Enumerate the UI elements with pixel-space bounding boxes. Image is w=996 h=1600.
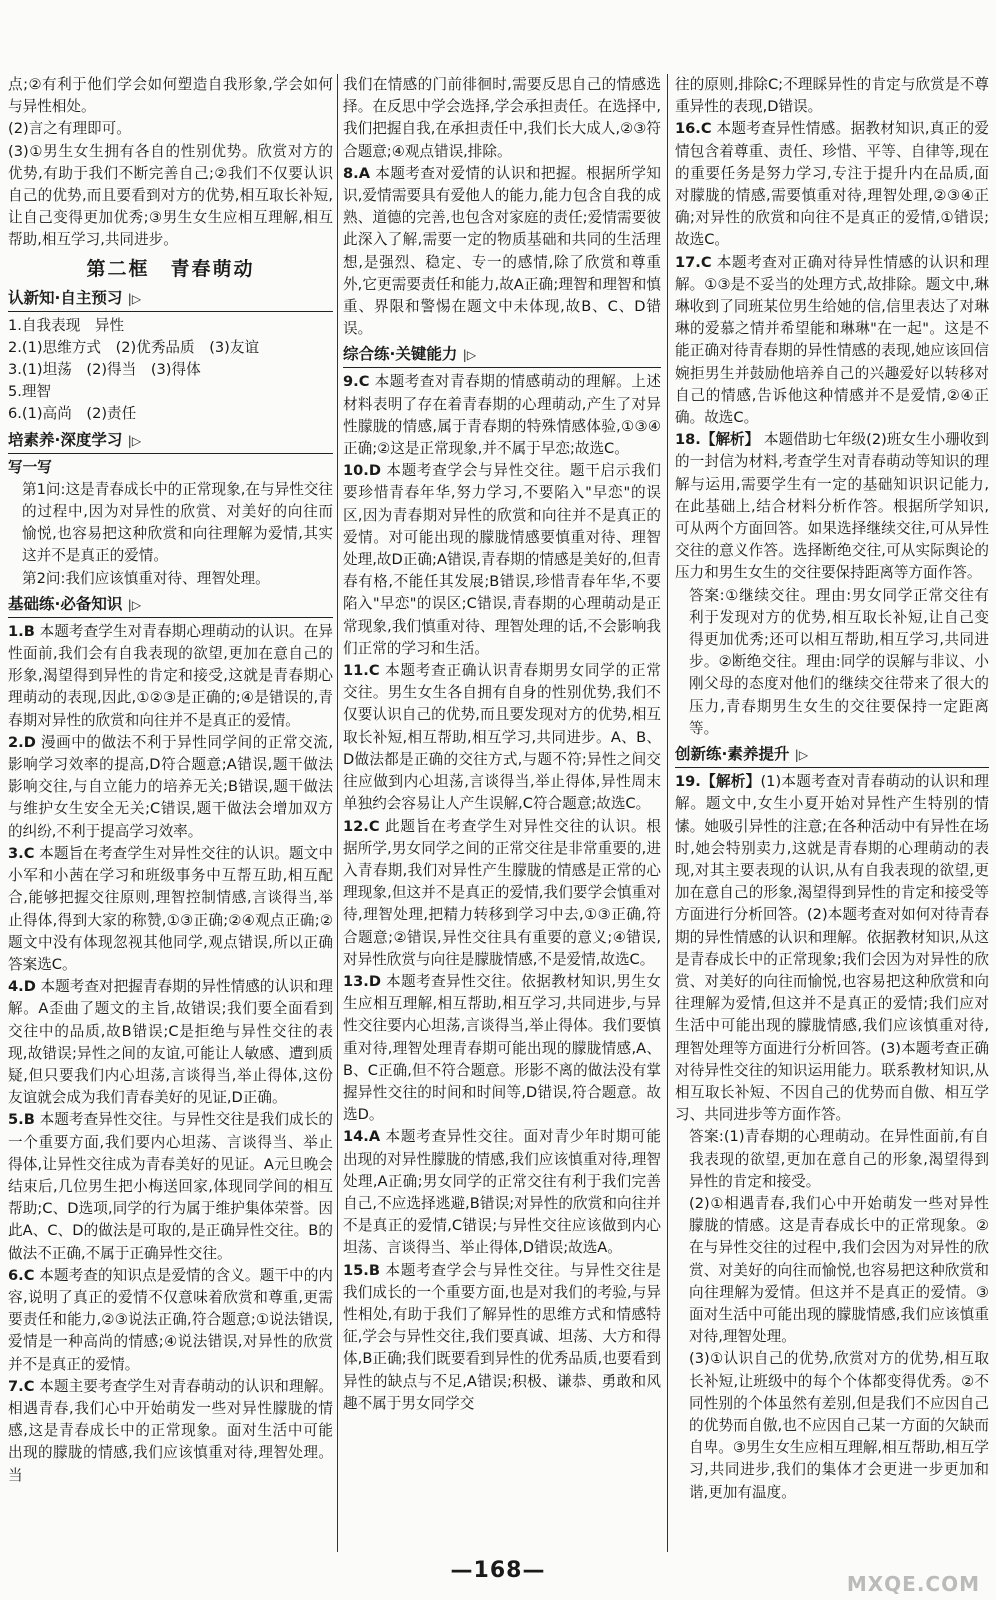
answer-item — [675, 252, 989, 430]
answer-number: 1.B — [8, 622, 35, 640]
answer-text: 本题考查学会与异性交往。与异性交往是我们成长的一个重要方面,也是对我们的考验,与异性相处,有助于我们了解异性的思维方式和情感特征,学会与异性交往,我们要真诚、坦荡、大方和得体,B正确;我们既要看到异性的优秀品质,也要看到异性的缺点与不足,A错误;积极、谦恭、勇敢和风趣不属于男女同学交 — [343, 1261, 661, 1412]
answer-text: 本题考查对青春期的情感萌动的理解。上述材料表明了存在着青春期的心理萌动,产生了对异性朦胧的情感,属于青春期的特殊情感体验,①③④正确;②这是正常现象,并不属于早恋;故选C。 — [343, 373, 661, 458]
preview-item: 5.理智 — [8, 383, 52, 401]
answer-number: 8.A — [343, 164, 370, 182]
answer-item — [343, 816, 661, 971]
left-column — [8, 74, 333, 1564]
answer-text: 本题主要考查学生对青春萌动的认识和理解。相遇青春,我们心中开始萌发一些对异性朦胧的情感,这是青春成长中的正常现象。面对生活中可能出现的朦胧的情感,我们应该慎重对待,理智处理。当 — [8, 1377, 333, 1484]
answer-18: 答案:①继续交往。理由:男女同学正常交往有利于发现对方的优势,相互取长补短,让自己变得更加优秀;还可以相互帮助,相互学习,共同进步。②断绝交往。理由:同学的误解与非议、小刚父母的态度对他们的继续交往带来了很大的压力,青春期男生女生的交往要保持一定距离等。 — [689, 586, 989, 737]
write-item: 第2问:我们应该慎重对待、理智处理。 — [22, 569, 270, 587]
answer-number: 16.C — [675, 120, 712, 138]
answer-number: 17.C — [675, 253, 712, 271]
answer-number: 10.D — [343, 462, 381, 480]
answer-19-part: (3)①认识自己的优势,欣赏对方的优势,相互取长补短,让班级中的每个个体都变得优秀。②不同性别的个体虽然有差别,但是我们不应因自己的优势而自傲,也不应因自己某一方面的欠缺而自卑。③男生女生应相互理解,相互帮助,相互学习,共同进步,我们的集体才会更进一步更加和谐,更加有温度。 — [689, 1350, 989, 1501]
section-header-basic: 基础练·必备知识 |▷ — [8, 592, 333, 618]
answer-item — [343, 1260, 661, 1415]
preview-item: 1.自我表现 异性 — [8, 316, 125, 334]
page-number: —168— — [450, 1558, 546, 1583]
answer-number: 12.C — [343, 817, 380, 835]
preview-item: 3.(1)坦荡 (2)得当 (3)得体 — [8, 361, 201, 379]
answer-item — [8, 976, 333, 1109]
answer-item — [675, 429, 989, 584]
watermark-logo: MXQE.COM — [846, 1572, 980, 1596]
answer-text: 本题考查对把握青春期的异性情感的认识和理解。A歪曲了题文的主旨,故错误;我们要全面看到交往中的品质,故B错误;C是拒绝与异性交往的表现,故错误;异性之间的友谊,可能让人敏感、遭到质疑,但只要我们内心坦荡,言谈得当,举止得体,这份友谊就会成为我们青春美好的见证,D正确。 — [8, 978, 333, 1107]
answer-item — [8, 732, 333, 843]
answer-number: 9.C — [343, 373, 370, 391]
answer-item — [8, 621, 333, 732]
frame-title: 第二框 青春萌动 — [86, 257, 255, 280]
answer-text: 本题考查学会与异性交往。题干启示我们要珍惜青春年华,努力学习,不要陷入"早恋"的误区,因为青春期对异性的欣赏和向往并不是真正的爱情。对可能出现的朦胧情感要慎重对待、理智处理,故D正确;A错误,青春期的情感是美好的,但青春有格,不能任其发展;B错误,珍惜青春年华,不要陷入"早恋"的误区;C错误,青春期的心理萌动是正常现象,我们慎重对待、理智处理的话,不会影响我们正常的学习和生活。 — [343, 462, 661, 657]
preview-item: 6.(1)高尚 (2)责任 — [8, 405, 137, 423]
answer-item — [343, 371, 661, 460]
answer-item — [8, 1265, 333, 1376]
write-label: 写一写 — [8, 458, 52, 476]
answer-item — [675, 118, 989, 251]
answer-item — [8, 1376, 333, 1487]
answer-text: 本题考查学生对青春期心理萌动的认识。在异性面前,我们会有自我表现的欲望,更加在意自己的形象,渴望得到异性的肯定和接受,这就是青春期心理萌动的表现,因此,①②③是正确的;④是错误的,青春期对异性的欣赏和向往并不是真正的爱情。 — [8, 622, 333, 729]
answer-text: 本题考查异性交往。面对青少年时期可能出现的对异性朦胧的情感,我们应该慎重对待,理智处理,A正确;男女同学的正常交往有利于我们完善自己,不应选择逃避,B错误;对异性的欣赏和向往并不是真正的爱情,C错误;与异性交往应该做到内心坦荡、言谈得当、举止得体,D错误;故选A。 — [343, 1128, 661, 1257]
answer-text: 本题考查对正确对待异性情感的认识和理解。①③是不妥当的处理方式,故排除。题文中,琳琳收到了同班某位男生给她的信,信里表达了对琳琳的爱慕之情并希望能和琳琳"在一起"。这是不能正确对待青春期的异性情感的表现,她应该回信婉拒男生并鼓励他培养自己的兴趣爱好以转移对自己的情感,告诉他这种情感并不是爱情,②④正确。故选C。 — [675, 253, 989, 427]
write-item: 第1问:这是青春成长中的正常现象,在与异性交往的过程中,因为对异性的欣赏、对美好的向往而愉悦,也容易把这种欣赏和向往理解为爱情,其实这并不是真正的爱情。 — [22, 480, 333, 565]
answer-text: 漫画中的做法不利于异性同学间的正常交流,影响学习效率的提高,D符合题意;A错误,题干做法影响交往,与自立能力的培养无关;B错误,题干做法与维护女生安全无关;C错误,题干做法会增加双方的纠纷,不利于提高学习效率。 — [8, 733, 333, 840]
continued-text: 我们在情感的门前徘徊时,需要反思自己的情感选择。在反思中学会选择,学会承担责任。在选择中,我们把握自我,在承担责任中,我们长大成人,②③符合题意;④观点错误,排除。 — [343, 76, 661, 160]
answer-number: 5.B — [8, 1111, 35, 1129]
answer-number: 3.C — [8, 844, 35, 862]
answer-number: 6.C — [8, 1266, 35, 1284]
answer-text: 此题旨在考查学生对异性交往的认识。根据所学,男女同学之间的正常交往是非常重要的,进入青春期,我们对异性产生朦胧的情感是正常的心理现象,但这并不是真正的爱情,我们要学会慎重对待,理智处理,把精力转移到学习中去,①③正确,符合题意;②错误,异性交往具有重要的意义;④错误,对异性欣赏与向往是朦胧情感,不是爱情,故选C。 — [343, 817, 661, 968]
answer-text: 本题考查异性交往。与异性交往是我们成长的一个重要方面,我们要内心坦荡、言谈得当、举止得体,让异性交往成为青春美好的见证。A元旦晚会结束后,几位男生把小梅送回家,体现同学间的相互帮助;C、D选项,同学的行为属于维护集体荣誉。因此A、C、D的做法是可取的,是正确异性交往。B的做法不正确,不属于正确异性交往。 — [8, 1111, 333, 1262]
answer-item — [343, 163, 661, 341]
section-header-deep: 培素养·深度学习 |▷ — [8, 428, 333, 454]
intro-paragraph: (2)言之有理即可。 — [8, 120, 131, 138]
answer-text: 本题考查异性交往。依据教材知识,男生女生应相互理解,相互帮助,相互学习,共同进步,与异性交往要内心坦荡,言谈得当,举止得体。我们要慎重对待,理智处理青春期可能出现的朦胧情感,A、B、C正确,但不符合题意。形影不离的做法没有掌握异性交往的时间和时间等,D错误,符合题意。故选D。 — [343, 972, 661, 1124]
answer-item — [343, 460, 661, 660]
answer-number: 15.B — [343, 1261, 380, 1279]
answer-item — [343, 660, 661, 815]
answer-item — [8, 843, 333, 976]
answer-number: 4.D — [8, 978, 36, 996]
answer-number: 7.C — [8, 1377, 35, 1395]
intro-paragraph: (3)①男生女生拥有各自的性别优势。欣赏对方的优势,有助于我们不断完善自己;②我们不仅要认识自己的优势,而且要看到对方的优势,相互取长补短,让自己变得更加优秀;③男生女生应相互理解,相互帮助,相互学习,共同进步。 — [8, 142, 333, 249]
answer-text: 本题考查对爱情的认识和把握。根据所学知识,爱情需要具有爱他人的能力,能力包含自我的成熟、道德的完善,也包含对家庭的责任;爱情需要彼此深入了解,需要一定的物质基础和共同的生活理想,是强烈、稳定、专一的感情,除了欣赏和尊重外,它更需要责任和能力,故A正确;理智和理智和慎重、界限和警惕在题文中未体现,故B、C、D错误。 — [343, 164, 661, 338]
answer-text: 本题考查正确认识青春期男女同学的正常交往。男生女生各自拥有自身的性别优势,我们不仅要认识自己的优势,而且要发现对方的优势,相互取长补短,相互帮助,相互学习,共同进步。A、B、D做法都是正确的交往方式,与题不符;异性之间交往应做到内心坦荡,言谈得当,举止得体,异性周末单独约会容易让人产生误解,C符合题意;故选C。 — [343, 662, 661, 813]
answer-text: 本题考查的知识点是爱情的含义。题干中的内容,说明了真正的爱情不仅意味着欣赏和尊重,更需要责任和能力,②③说法正确,符合题意;①说法错误,爱情是一种高尚的情感;④说法错误,对异性的欣赏并不是真正的爱情。 — [8, 1266, 333, 1373]
answer-number: 2.D — [8, 733, 36, 751]
answer-item — [343, 971, 661, 1126]
answer-number: 14.A — [343, 1128, 381, 1146]
answer-number: 18.【解析】 — [675, 431, 760, 449]
answer-number: 11.C — [343, 662, 380, 680]
preview-item: 2.(1)思维方式 (2)优秀品质 (3)友谊 — [8, 338, 260, 356]
column-divider — [667, 74, 668, 1552]
answer-text: 本题旨在考查学生对异性交往的认识。题文中小军和小茜在学习和班级事务中互帮互助,相互配合,能够把握交往原则,理智控制情感,言谈得当,举止得体,得到大家的称赞,①③正确;②④观点正确;②题文中没有体现忽视其他同学,观点错误,所以正确答案选C。 — [8, 844, 333, 973]
answer-text: 本题借助七年级(2)班女生小珊收到的一封信为材料,考查学生对青春萌动等知识的理解与运用,需要学生有一定的基础知识识记能力,在此基础上,结合材料分析作答。根据所学知识,可从两个方面回答。如果选择继续交往,可从异性交往的意义作答。选择断绝交往,可从实际舆论的压力和男生女生的交往要保持距离等方面作答。 — [675, 431, 989, 582]
answer-19-part: (2)①相遇青春,我们心中开始萌发一些对异性朦胧的情感。这是青春成长中的正常现象。②在与异性交往的过程中,我们会因为对异性的欣赏、对美好的向往而愉悦,也容易把这种欣赏和向往理解为爱情。但这并不是真正的爱情。③面对生活中可能出现的朦胧情感,我们应该慎重对待,理智处理。 — [689, 1194, 989, 1346]
answer-number: 13.D — [343, 972, 381, 990]
middle-column — [343, 74, 661, 1564]
intro-paragraph: 点;②有利于他们学会如何塑造自我形象,学会如何与异性相处。 — [8, 76, 333, 116]
answer-item — [8, 1109, 333, 1264]
right-column — [675, 74, 989, 1564]
section-header-preview: 认新知·自主预习 |▷ — [8, 286, 333, 312]
continued-text: 往的原则,排除C;不理睬异性的肯定与欣赏是不尊重异性的表现,D错误。 — [675, 76, 989, 116]
answer-item — [343, 1126, 661, 1259]
column-divider — [337, 74, 338, 1552]
answer-19-part: 答案:(1)青春期的心理萌动。在异性面前,有自我表现的欲望,更加在意自己的形象,渴望得到异性的肯定和接受。 — [689, 1128, 989, 1190]
answer-text: 本题考查异性情感。据教材知识,真正的爱情包含着尊重、责任、珍惜、平等、自律等,现在的重要任务是努力学习,专注于提升内在品质,面对朦胧的情感,需要慎重对待,理智处理,②③④正确;对异性的欣赏和向往不是真正的爱情,①错误;故选C。 — [675, 120, 989, 249]
question-19: 19.【解析】(1)本题考查对青春萌动的认识和理解。题文中,女生小夏开始对异性产生特别的情愫。她吸引异性的注意;在各种活动中有异性在场时,她会特别卖力,这就是青春期的心理萌动的表现,对其主要表现的认识,从有自我表现的欲望,更加在意自己的形象,渴望得到异性的肯定和接受等方面进行分析回答。(2)本题考查对如何对待青春期的异性情感的认识和理解。依据教材知识,从这是青春成长中的正常现象;我们会因为对异性的欣赏、对美好的向往而愉悦,也容易把这种欣赏和向往理解为爱情,但这并不是真正的爱情;我们应对生活中可能出现的朦胧情感,我们应该慎重对待,理智处理等方面进行分析回答。(3)本题考查正确对待异性交往的知识运用能力。联系教材知识,从相互取长补短、不因自己的优势而自傲、相互学习、共同进步等方面作答。 — [675, 773, 989, 1124]
section-header-innovation: 创新练·素养提升 |▷ — [675, 742, 989, 768]
section-header-comprehensive: 综合练·关键能力 |▷ — [343, 342, 661, 368]
